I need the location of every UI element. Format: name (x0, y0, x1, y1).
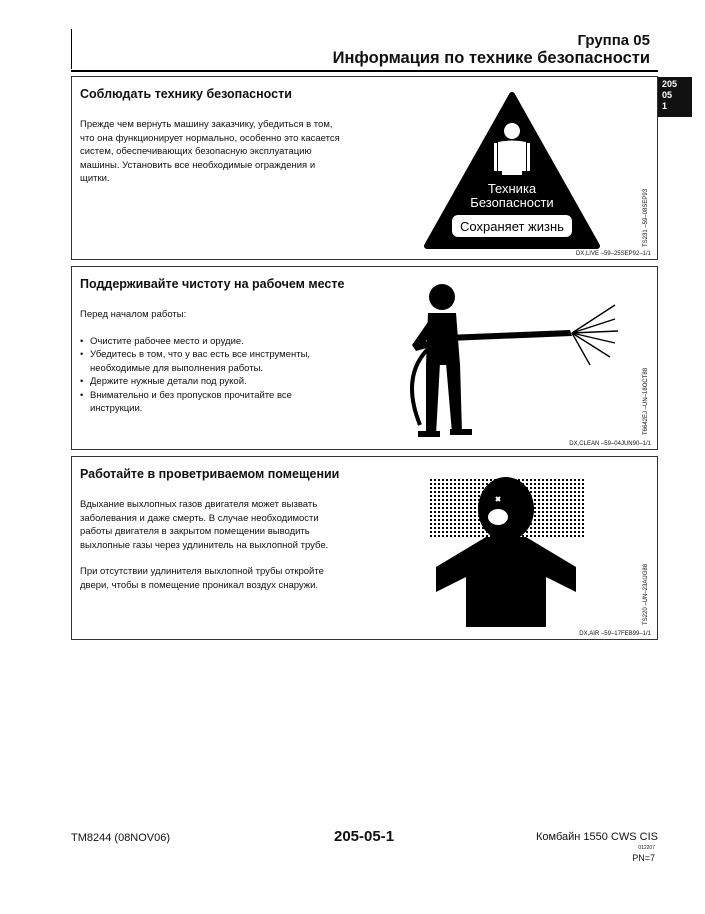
image-code: TS231 –59–08SEP93 (643, 188, 649, 247)
doc-code: DX,AIR –59–17FEB99–1/1 (579, 631, 651, 637)
doc-code: DX,CLEAN –59–04JUN90–1/1 (569, 441, 651, 447)
tab-line-3: 1 (662, 101, 668, 111)
footer-machine: Комбайн 1550 CWS CIS (536, 831, 658, 843)
triangle-banner: Сохраняет жизнь (460, 219, 564, 234)
section-text (80, 498, 342, 605)
footer-date-code: 012207 (638, 845, 655, 851)
footer-manual-id: TM8244 (08NOV06) (71, 832, 171, 844)
image-code: TS220 –UN–23AUG88 (643, 563, 649, 625)
section-text (80, 308, 342, 416)
safety-triangle-icon (422, 91, 602, 251)
footer-page-number: 205-05-1 (334, 828, 395, 845)
image-code: T6642EJ –UN–18OCT88 (643, 367, 649, 435)
paragraph: При отсутствии удлинителя выхлопной трубы откройте двери, чтобы в помещение проникал воздух снаружи. (80, 566, 324, 591)
doc-code: DX,LIVE –59–25SEP92–1/1 (575, 251, 651, 257)
tab-line-2: 05 (662, 90, 673, 100)
section-title: Поддерживайте чистоту на рабочем месте (80, 277, 345, 291)
section-title: Работайте в проветриваемом помещении (80, 467, 340, 481)
section-air (71, 456, 658, 640)
section-title: Соблюдать технику безопасности (80, 87, 292, 101)
paragraph: Перед началом работы: (80, 309, 187, 320)
section-tab (658, 77, 692, 117)
paragraph: Вдыхание выхлопных газов двигателя может вызвать заболевания и даже смерть. В случае необходимости работы двигателя в закрытом помещении выводить выхлопные газы через удлинитель на выхлопной трубе. (80, 499, 329, 551)
header-vertical-line (71, 29, 72, 69)
section-safety (71, 76, 658, 260)
tab-line-1: 205 (662, 79, 678, 89)
triangle-line-1: Техника (487, 181, 537, 196)
footer-pn: PN=7 (632, 853, 655, 863)
bullet-item: • Очистите рабочее место и орудие. (90, 335, 342, 349)
header-rule (71, 70, 658, 72)
exhaust-fumes-icon (426, 467, 586, 627)
section-text (80, 118, 342, 199)
paragraph: Прежде чем вернуть машину заказчику, убедиться в том, что она функционирует нормально, особенно это касается систем, обеспечивающих безопасную эксплуатацию машины. Установить все необходимые ограждения и щитки. (80, 119, 340, 184)
group-label: Группа 05 (577, 32, 650, 49)
bullet-list (80, 335, 342, 416)
bullet-item: • Внимательно и без пропусков прочитайте все инструкции. (90, 389, 342, 416)
section-clean (71, 266, 658, 450)
bullet-item: • Убедитесь в том, что у вас есть все инструменты, необходимые для выполнения работы. (90, 348, 342, 375)
washer-person-icon (390, 275, 620, 445)
page-title: Информация по технике безопасности (332, 49, 650, 67)
triangle-line-2: Безопасности (470, 195, 554, 210)
bullet-item: • Держите нужные детали под рукой. (90, 375, 342, 389)
